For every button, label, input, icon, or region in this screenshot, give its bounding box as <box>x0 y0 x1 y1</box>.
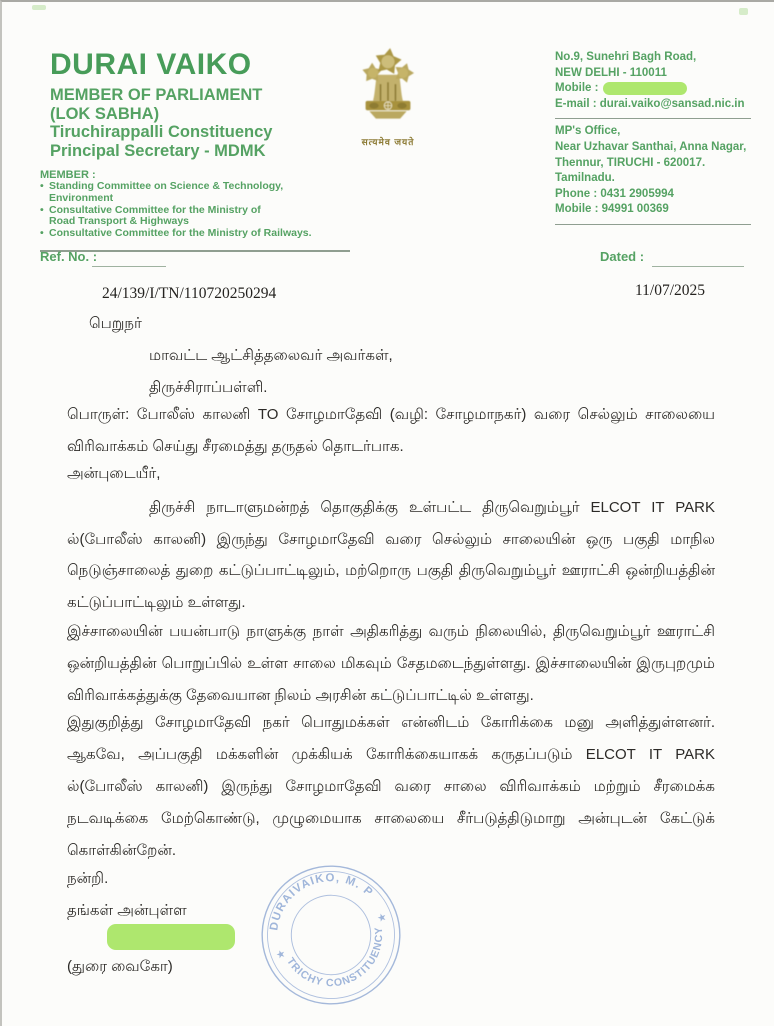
member-item <box>40 181 350 205</box>
emblem-motto: सत्यमेव जयते <box>361 137 415 147</box>
bullet-icon: • <box>40 180 44 192</box>
header-divider-right <box>555 224 751 225</box>
member-item <box>40 228 350 240</box>
ref-no-underline <box>92 266 166 267</box>
stamp-top-text: DURAIVAIKO, M. P <box>268 872 376 932</box>
svg-text:TRICHY CONSTITUENCY <box>283 923 400 1004</box>
member-heading: MEMBER : <box>40 169 96 181</box>
ref-no-label: Ref. No. : <box>40 249 98 264</box>
closing-line: தங்கள் அன்புள்ள <box>67 902 187 920</box>
redaction-mobile-number <box>603 82 687 95</box>
thanks-line: நன்றி. <box>67 870 109 888</box>
scan-mark-top-left <box>32 5 46 10</box>
mp-house: (LOK SABHA) <box>50 104 160 123</box>
bullet-icon: • <box>40 203 44 216</box>
subject-line: பொருள்: போலீஸ் காலனி TO சோழமாதேவி (வழி: சோழமாநகர்) வரை செல்லும் சாலையை விரிவாக்கம் செய்து சீரமைத்து தருதல் தொடர்பாக. <box>67 406 715 456</box>
header-divider-right <box>555 118 751 119</box>
mp-office-stamp <box>256 860 406 1010</box>
body-paragraph: திருச்சி நாடாளுமன்றத் தொகுதிக்கு உள்பட்ட திருவெறும்பூர் ELCOT IT PARK ல்(போலீஸ் காலனி) இருந்து சோழமாதேவி வரை செல்லும் சாலையின் ஒரு பகுதி மாநில நெடுஞ்சாலைத் துறை கட்டுப்பாட்டிலும், மற்றொரு பகுதி திருவெறும்பூர் ஊராட்சி ஒன்றியத்தின் கட்டுப்பாட்டிலும் உள்ளது. <box>67 498 715 612</box>
delhi-address-line: NEW DELHI - 110011 <box>555 66 667 79</box>
office-address-line: Thennur, TIRUCHI - 620017. <box>555 156 706 169</box>
ashoka-emblem-icon <box>332 38 444 134</box>
body-paragraph: இச்சாலையின் பயன்பாடு நாளுக்கு நாள் அதிகரித்து வரும் நிலையில், திருவெறும்பூர் ஊராட்சி ஒன்றியத்தின் பொறுப்பில் உள்ள சாலை மிகவும் சேதமடைந்துள்ளது. இச்சாலையின் இருபுறமும் விரிவாக்கத்துக்கு தேவையான நிலம் அரசின் கட்டுப்பாட்டில் உள்ளது. <box>67 622 715 704</box>
office-mobile-line: Mobile : 94991 00369 <box>555 203 669 216</box>
scan-mark-top-right <box>739 8 748 15</box>
redaction-signature <box>107 924 235 950</box>
member-item-label: Road Transport & Highways <box>49 215 190 228</box>
recipient-line: திருச்சிராப்பள்ளி. <box>149 378 268 396</box>
signatory-name: (துரை வைகோ) <box>67 957 173 975</box>
office-address-line: Tamilnadu. <box>555 172 615 185</box>
letterhead-left <box>40 48 350 252</box>
office-address-line: Near Uzhavar Santhai, Anna Nagar, <box>555 140 747 153</box>
member-item-label: Standing Committee on Science & Technology, Environment <box>49 180 284 204</box>
salutation: அன்புடையீர், <box>67 464 161 482</box>
star-icon: ★ <box>375 910 389 926</box>
mp-designation: Principal Secretary - MDMK <box>50 141 266 160</box>
dated-label: Dated : <box>600 249 645 264</box>
round-stamp-icon <box>256 860 406 1010</box>
member-item-label: Consultative Committee for the Ministry of Railways. <box>49 227 312 240</box>
mobile-row <box>555 81 755 97</box>
star-icon: ★ <box>274 947 288 962</box>
mp-constituency: Tiruchirappalli Constituency <box>50 123 273 141</box>
mobile-label: Mobile : <box>555 82 599 95</box>
letter-date-value: 11/07/2025 <box>635 282 706 299</box>
member-item-label: Consultative Committee for the Ministry of <box>49 203 261 216</box>
mp-role: MEMBER OF PARLIAMENT <box>50 86 263 104</box>
email-line: E-mail : durai.vaiko@sansad.nic.in <box>555 97 745 110</box>
mp-name: DURAI VAIKO <box>50 48 252 81</box>
bullet-icon: • <box>40 227 44 240</box>
office-phone-line: Phone : 0431 2905994 <box>555 187 674 200</box>
recipient-line: மாவட்ட ஆட்சித்தலைவர் அவர்கள், <box>149 346 393 364</box>
stamp-bottom-text: TRICHY CONSTITUENCY <box>284 925 386 990</box>
delhi-address-line: No.9, Sunehri Bagh Road, <box>555 51 697 63</box>
letterhead-right <box>555 50 755 230</box>
dated-underline <box>652 266 744 267</box>
ref-number-value: 24/139/I/TN/110720250294 <box>102 285 277 302</box>
office-address-line: MP's Office, <box>555 125 621 138</box>
state-emblem-of-india <box>332 38 444 148</box>
recipient-heading: பெறுநர் <box>89 315 142 332</box>
body-paragraph: இதுகுறித்து சோழமாதேவி நகர் பொதுமக்கள் என்னிடம் கோரிக்கை மனு அளித்துள்ளனர். ஆகவே, அப்பகுதி மக்களின் முக்கியக் கோரிக்கையாகக் கருதப்படும் ELCOT IT PARK ல்(போலீஸ் காலனி) இருந்து சோழமாதேவி வரை சாலை விரிவாக்கம் மற்றும் சீரமைக்க நடவடிக்கை மேற்கொண்டு, முழுமையாக சாலையை சீர்படுத்திடுமாறு அன்புடன் கேட்டுக் கொள்கின்றேன். <box>67 714 715 859</box>
